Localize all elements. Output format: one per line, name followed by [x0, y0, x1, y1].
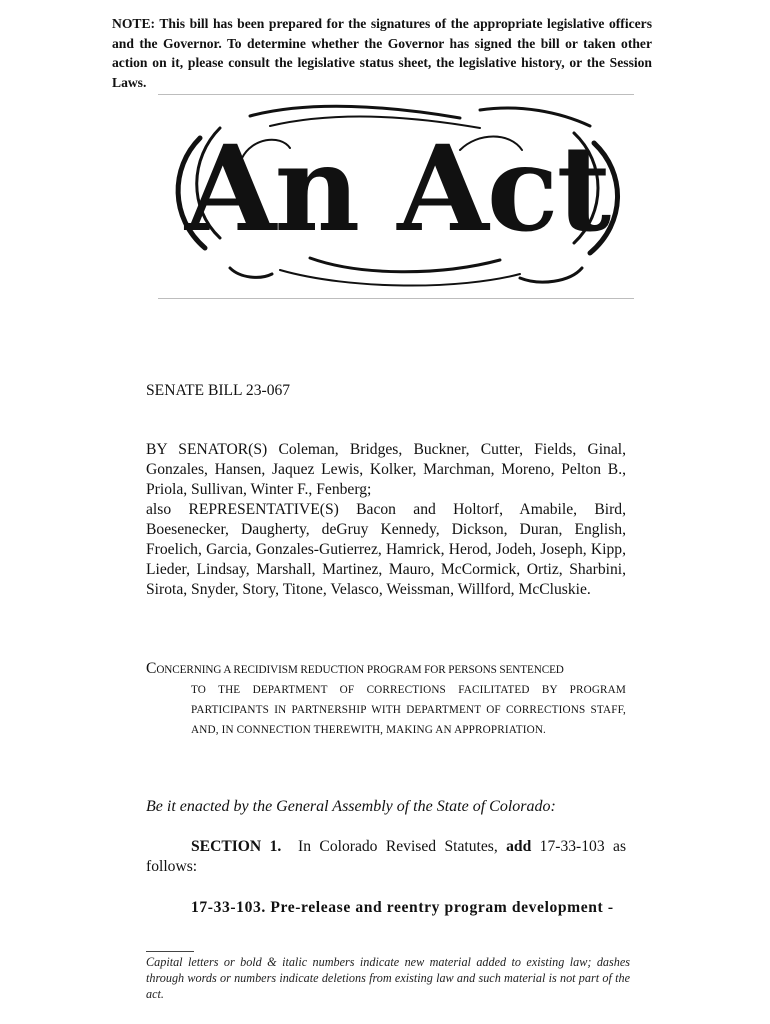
bill-title-first-line [146, 659, 626, 680]
bill-title [146, 659, 626, 740]
section-text-before: In Colorado Revised Statutes, [298, 838, 498, 855]
house-sponsors: also REPRESENTATIVE(S) Bacon and Holtorf, Amabile, Bird, Boesenecker, Daugherty, deGruy Kennedy, Dickson, Duran, English, Froelich, Garcia, Gonzales-Gutierrez, Hamrick, Herod, Jodeh, Joseph, Kipp, Lieder, Lindsay, Marshall, Martinez, Mauro, McCormick, Ortiz, Sharbini, Sirota, Snyder, Story, Titone, Velasco, Weissman, Willford, McCluskie. [146, 501, 626, 598]
legislative-note: NOTE: This bill has been prepared for the signatures of the appropriate legislative officers and the Governor. To determine whether the Governor has signed the bill or taken other action on it, please consult the legislative status sheet, the legislative history, or the Session Laws. [112, 16, 652, 90]
section-1 [146, 837, 626, 877]
bill-title-initial: C [146, 660, 157, 677]
senate-sponsors: BY SENATOR(S) Coleman, Bridges, Buckner, Cutter, Fields, Ginal, Gonzales, Hansen, Jaquez Lewis, Kolker, Marchman, Moreno, Pelton B., Priola, Sullivan, Winter F., Fenberg; [146, 441, 626, 498]
seal-top-rule [158, 94, 634, 95]
sponsors-block [146, 440, 626, 600]
an-act-seal [160, 98, 634, 294]
section-action: add [506, 838, 532, 855]
footnote: Capital letters or bold & italic numbers indicate new material added to existing law; dashes through words or numbers indicate deletions from existing law and such material is not part of the act. [146, 955, 630, 1001]
bill-number: SENATE BILL 23-067 [146, 382, 291, 399]
bill-title-continuation: TO THE DEPARTMENT OF CORRECTIONS FACILITATED BY PROGRAM PARTICIPANTS IN PARTNERSHIP WITH DEPARTMENT OF CORRECTIONS STAFF, AND, IN CONNECTION THEREWITH, MAKING AN APPROPRIATION. [191, 684, 626, 736]
bill-title-first-text: ONCERNING A RECIDIVISM REDUCTION PROGRAM FOR PERSONS SENTENCED [156, 664, 564, 676]
enacting-clause: Be it enacted by the General Assembly of the State of Colorado: [146, 798, 556, 815]
section-label: SECTION 1. [191, 838, 282, 855]
footnote-rule [146, 951, 194, 952]
section-text-after: 17-33-103 as follows: [146, 838, 627, 875]
statute-heading: 17-33-103. Pre-release and reentry program development - [191, 899, 614, 916]
seal-title: An Act [184, 119, 610, 258]
seal-bottom-rule [158, 298, 634, 299]
